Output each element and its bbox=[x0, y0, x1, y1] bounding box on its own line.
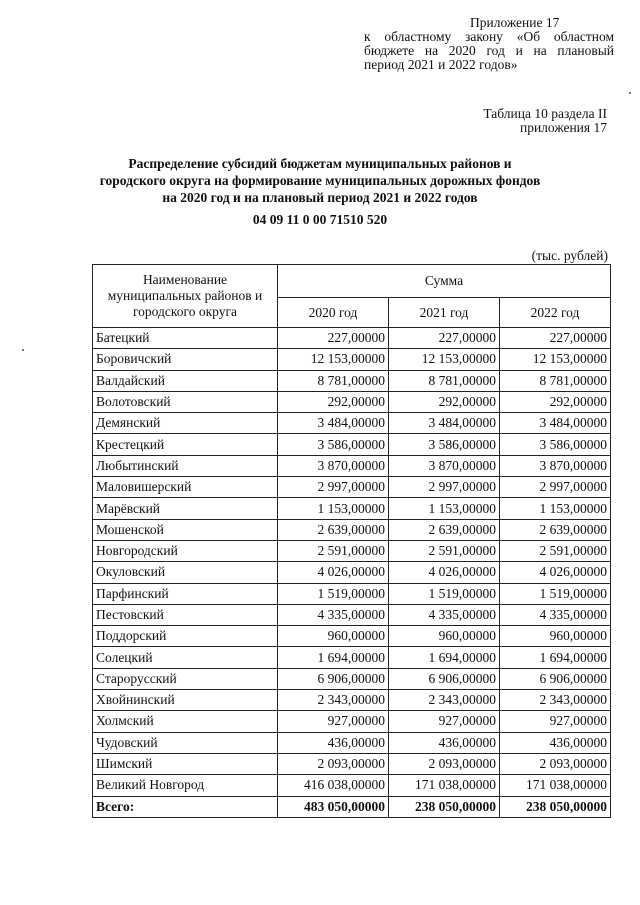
table-row bbox=[93, 604, 611, 625]
table-row bbox=[93, 775, 611, 796]
amount-2020: 292,00000 bbox=[278, 391, 389, 412]
table-row bbox=[93, 732, 611, 753]
amount-2020: 8 781,00000 bbox=[278, 370, 389, 391]
amount-2021: 171 038,00000 bbox=[389, 775, 500, 796]
amount-2021: 3 484,00000 bbox=[389, 413, 500, 434]
appendix-block bbox=[364, 16, 614, 72]
district-name: Чудовский bbox=[93, 732, 278, 753]
amount-2020: 4 026,00000 bbox=[278, 562, 389, 583]
amount-2022: 3 586,00000 bbox=[500, 434, 611, 455]
total-2021: 238 050,00000 bbox=[389, 796, 500, 817]
district-name: Демянский bbox=[93, 413, 278, 434]
amount-2020: 3 484,00000 bbox=[278, 413, 389, 434]
table-row bbox=[93, 583, 611, 604]
table-row bbox=[93, 690, 611, 711]
amount-2022: 2 093,00000 bbox=[500, 753, 611, 774]
year-header-2020: 2020 год bbox=[278, 298, 389, 328]
table-row bbox=[93, 668, 611, 689]
table-row bbox=[93, 540, 611, 561]
name-header-line: Наименование bbox=[142, 272, 228, 287]
district-name: Старорусский bbox=[93, 668, 278, 689]
amount-2022: 8 781,00000 bbox=[500, 370, 611, 391]
amount-2020: 4 335,00000 bbox=[278, 604, 389, 625]
total-2020: 483 050,00000 bbox=[278, 796, 389, 817]
amount-2020: 2 343,00000 bbox=[278, 690, 389, 711]
table-row bbox=[93, 434, 611, 455]
amount-2020: 436,00000 bbox=[278, 732, 389, 753]
amount-2022: 4 335,00000 bbox=[500, 604, 611, 625]
table-row bbox=[93, 647, 611, 668]
amount-2022: 927,00000 bbox=[500, 711, 611, 732]
amount-2020: 227,00000 bbox=[278, 328, 389, 349]
amount-2021: 4 026,00000 bbox=[389, 562, 500, 583]
district-name: Хвойнинский bbox=[93, 690, 278, 711]
district-name: Поддорский bbox=[93, 626, 278, 647]
amount-2020: 12 153,00000 bbox=[278, 349, 389, 370]
amount-2021: 927,00000 bbox=[389, 711, 500, 732]
amount-2022: 3 870,00000 bbox=[500, 455, 611, 476]
amount-2022: 1 694,00000 bbox=[500, 647, 611, 668]
district-name: Валдайский bbox=[93, 370, 278, 391]
district-name: Новгородский bbox=[93, 540, 278, 561]
district-name: Любытинский bbox=[93, 455, 278, 476]
amount-2021: 6 906,00000 bbox=[389, 668, 500, 689]
amount-2022: 227,00000 bbox=[500, 328, 611, 349]
table-row bbox=[93, 413, 611, 434]
amount-2020: 1 153,00000 bbox=[278, 498, 389, 519]
scan-speck bbox=[22, 349, 24, 351]
amount-2021: 3 586,00000 bbox=[389, 434, 500, 455]
district-name: Батецкий bbox=[93, 328, 278, 349]
amount-2022: 292,00000 bbox=[500, 391, 611, 412]
amount-2021: 436,00000 bbox=[389, 732, 500, 753]
amount-2022: 171 038,00000 bbox=[500, 775, 611, 796]
amount-2022: 4 026,00000 bbox=[500, 562, 611, 583]
table-reference-line: Таблица 10 раздела II bbox=[483, 106, 607, 121]
district-name: Волотовский bbox=[93, 391, 278, 412]
district-name: Мошенской bbox=[93, 519, 278, 540]
district-name: Окуловский bbox=[93, 562, 278, 583]
amount-2021: 3 870,00000 bbox=[389, 455, 500, 476]
amount-2022: 1 153,00000 bbox=[500, 498, 611, 519]
amount-2021: 2 639,00000 bbox=[389, 519, 500, 540]
table-row bbox=[93, 391, 611, 412]
appendix-line: к областному закону «Об областном bbox=[364, 29, 614, 44]
appendix-line: бюджете на 2020 год и на плановый bbox=[364, 43, 614, 58]
heading-line: Распределение субсидий бюджетам муниципальных районов и bbox=[128, 156, 512, 171]
scan-speck bbox=[629, 92, 631, 94]
amount-2021: 12 153,00000 bbox=[389, 349, 500, 370]
year-header-2022: 2022 год bbox=[500, 298, 611, 328]
name-header-line: городского округа bbox=[132, 304, 238, 319]
heading-line: на 2020 год и на плановый период 2021 и 2022 годов bbox=[162, 190, 478, 205]
year-header-2021: 2021 год bbox=[389, 298, 500, 328]
table-row bbox=[93, 498, 611, 519]
amount-2021: 1 519,00000 bbox=[389, 583, 500, 604]
table-row bbox=[93, 753, 611, 774]
amount-2022: 436,00000 bbox=[500, 732, 611, 753]
table-row bbox=[93, 328, 611, 349]
table-row bbox=[93, 626, 611, 647]
amount-2022: 12 153,00000 bbox=[500, 349, 611, 370]
table-reference-line: приложения 17 bbox=[519, 120, 607, 135]
amount-2021: 227,00000 bbox=[389, 328, 500, 349]
district-name: Пестовский bbox=[93, 604, 278, 625]
district-name: Великий Новгород bbox=[93, 775, 278, 796]
table-row bbox=[93, 711, 611, 732]
units-label: (тыс. рублей) bbox=[531, 248, 608, 263]
district-name: Солецкий bbox=[93, 647, 278, 668]
amount-2021: 2 343,00000 bbox=[389, 690, 500, 711]
sum-column-header: Сумма bbox=[278, 265, 611, 298]
amount-2022: 2 591,00000 bbox=[500, 540, 611, 561]
amount-2020: 1 694,00000 bbox=[278, 647, 389, 668]
amount-2020: 960,00000 bbox=[278, 626, 389, 647]
amount-2022: 2 639,00000 bbox=[500, 519, 611, 540]
district-name: Боровичский bbox=[93, 349, 278, 370]
amount-2021: 4 335,00000 bbox=[389, 604, 500, 625]
amount-2022: 3 484,00000 bbox=[500, 413, 611, 434]
table-row bbox=[93, 562, 611, 583]
name-header-line: муниципальных районов и bbox=[107, 288, 263, 303]
amount-2022: 2 343,00000 bbox=[500, 690, 611, 711]
table-row bbox=[93, 455, 611, 476]
district-name: Холмский bbox=[93, 711, 278, 732]
amount-2022: 6 906,00000 bbox=[500, 668, 611, 689]
amount-2021: 2 093,00000 bbox=[389, 753, 500, 774]
amount-2021: 8 781,00000 bbox=[389, 370, 500, 391]
subsidy-table bbox=[92, 264, 611, 818]
amount-2020: 2 591,00000 bbox=[278, 540, 389, 561]
appendix-title: Приложение 17 bbox=[470, 15, 560, 30]
amount-2022: 2 997,00000 bbox=[500, 477, 611, 498]
amount-2021: 1 694,00000 bbox=[389, 647, 500, 668]
total-label: Всего: bbox=[93, 796, 278, 817]
table-row bbox=[93, 477, 611, 498]
table-reference bbox=[483, 107, 607, 135]
amount-2020: 416 038,00000 bbox=[278, 775, 389, 796]
amount-2020: 3 586,00000 bbox=[278, 434, 389, 455]
amount-2020: 927,00000 bbox=[278, 711, 389, 732]
name-column-header bbox=[93, 265, 278, 328]
amount-2020: 6 906,00000 bbox=[278, 668, 389, 689]
amount-2020: 2 997,00000 bbox=[278, 477, 389, 498]
total-row bbox=[93, 796, 611, 817]
budget-code: 04 09 11 0 00 71510 520 bbox=[252, 212, 388, 227]
table-row bbox=[93, 370, 611, 391]
heading-line: городского округа на формирование муниципальных дорожных фондов bbox=[99, 173, 541, 188]
table-row bbox=[93, 349, 611, 370]
appendix-line: период 2021 и 2022 годов» bbox=[364, 57, 518, 72]
district-name: Марёвский bbox=[93, 498, 278, 519]
district-name: Парфинский bbox=[93, 583, 278, 604]
amount-2020: 2 639,00000 bbox=[278, 519, 389, 540]
amount-2021: 1 153,00000 bbox=[389, 498, 500, 519]
amount-2020: 2 093,00000 bbox=[278, 753, 389, 774]
district-name: Крестецкий bbox=[93, 434, 278, 455]
district-name: Шимский bbox=[93, 753, 278, 774]
document-heading bbox=[80, 155, 560, 206]
amount-2022: 1 519,00000 bbox=[500, 583, 611, 604]
table-header-row bbox=[93, 265, 611, 298]
amount-2020: 3 870,00000 bbox=[278, 455, 389, 476]
amount-2021: 2 591,00000 bbox=[389, 540, 500, 561]
amount-2022: 960,00000 bbox=[500, 626, 611, 647]
district-name: Маловишерский bbox=[93, 477, 278, 498]
table-row bbox=[93, 519, 611, 540]
amount-2021: 960,00000 bbox=[389, 626, 500, 647]
total-2022: 238 050,00000 bbox=[500, 796, 611, 817]
amount-2021: 2 997,00000 bbox=[389, 477, 500, 498]
table-body bbox=[93, 328, 611, 797]
amount-2021: 292,00000 bbox=[389, 391, 500, 412]
amount-2020: 1 519,00000 bbox=[278, 583, 389, 604]
